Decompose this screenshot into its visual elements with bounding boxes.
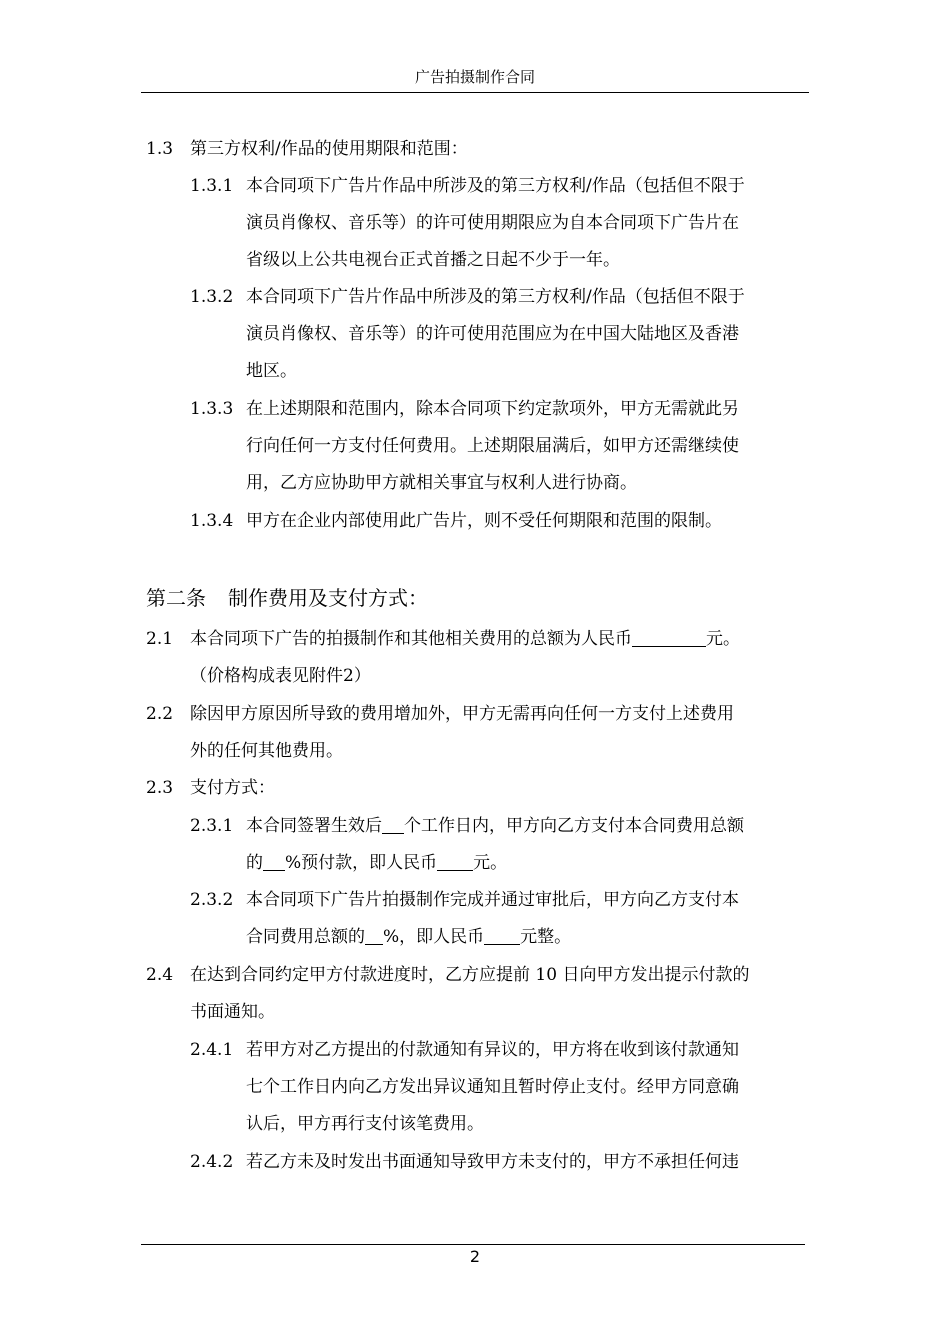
percent-blank — [365, 924, 383, 945]
clause-number: 1.3.4 — [190, 511, 234, 531]
clause-text: 本合同项下广告的拍摄制作和其他相关费用的总额为人民币 — [190, 629, 632, 649]
article-title: 制作费用及支付方式： — [228, 586, 428, 610]
clause-text-line: 七个工作日内向乙方发出异议通知且暂时停止支付。经甲方同意确 — [246, 1077, 739, 1097]
clause-number: 1.3.2 — [190, 287, 234, 307]
document-header-title: 广告拍摄制作合同 — [414, 68, 535, 86]
clause-text: 个工作日内，甲方向乙方支付本合同费用总额 — [404, 816, 744, 836]
amount-blank — [484, 924, 520, 945]
clause-text: 第三方权利/作品的使用期限和范围： — [190, 139, 468, 159]
clause-text-line: （价格构成表见附件2） — [190, 666, 371, 686]
clause-text: %预付款，即人民币 — [285, 853, 438, 873]
footer-rule — [141, 1244, 805, 1245]
clause-1-3-2 — [190, 279, 745, 316]
clause-2-3-2 — [190, 882, 739, 919]
clause-text: %，即人民币 — [383, 927, 485, 947]
clause-text-line — [246, 845, 507, 882]
percent-blank — [263, 850, 285, 871]
clause-text-line: 外的任何其他费用。 — [190, 741, 343, 761]
clause-number: 1.3.3 — [190, 399, 234, 419]
clause-text-line: 演员肖像权、音乐等）的许可使用期限应为自本合同项下广告片在 — [246, 213, 739, 233]
clause-text: 在达到合同约定甲方付款进度时，乙方应提前 10 日向甲方发出提示付款的 — [190, 965, 750, 985]
clause-text: 元。 — [473, 853, 508, 873]
clause-number: 2.4 — [146, 965, 174, 985]
clause-2-4-1 — [190, 1032, 739, 1069]
clause-2-3-1 — [190, 808, 744, 845]
clause-2-2 — [146, 696, 734, 733]
clause-number: 2.2 — [146, 704, 174, 724]
clause-text: 在上述期限和范围内，除本合同项下约定款项外，甲方无需就此另 — [246, 399, 739, 419]
clause-2-4 — [146, 957, 749, 994]
clause-text: 的 — [246, 853, 263, 873]
clause-text: 元。 — [706, 629, 740, 649]
article-label: 第二条 — [146, 586, 206, 610]
clause-number: 2.3.2 — [190, 890, 234, 910]
clause-1-3-1 — [190, 168, 745, 205]
article-2-heading — [146, 582, 428, 611]
clause-text-line: 行向任何一方支付任何费用。上述期限届满后，如甲方还需继续使 — [246, 436, 739, 456]
clause-text: 若乙方未及时发出书面通知导致甲方未支付的，甲方不承担任何违 — [246, 1152, 739, 1172]
clause-text: 本合同项下广告片拍摄制作完成并通过审批后，甲方向乙方支付本 — [246, 890, 739, 910]
clause-text: 合同费用总额的 — [246, 927, 365, 947]
clause-number: 1.3 — [146, 139, 174, 159]
clause-number: 2.3.1 — [190, 816, 234, 836]
clause-number: 2.1 — [146, 629, 174, 649]
clause-number: 1.3.1 — [190, 176, 234, 196]
clause-text-line: 书面通知。 — [190, 1002, 275, 1022]
amount-blank — [437, 850, 473, 871]
clause-2-1 — [146, 621, 740, 658]
clause-1-3-4 — [190, 503, 722, 540]
clause-1-3-3 — [190, 391, 739, 428]
clause-number: 2.4.2 — [190, 1152, 234, 1172]
clause-text: 元整。 — [520, 927, 572, 947]
clause-text: 若甲方对乙方提出的付款通知有异议的，甲方将在收到该付款通知 — [246, 1040, 739, 1060]
clause-1-3 — [146, 131, 468, 168]
days-blank — [382, 813, 404, 834]
header-rule — [141, 92, 809, 93]
clause-number: 2.3 — [146, 778, 174, 798]
clause-text: 本合同签署生效后 — [246, 816, 382, 836]
clause-text-line: 地区。 — [246, 361, 297, 381]
clause-text: 甲方在企业内部使用此广告片，则不受任何期限和范围的限制。 — [246, 511, 722, 531]
clause-text-line: 省级以上公共电视台正式首播之日起不少于一年。 — [246, 250, 620, 270]
clause-text: 除因甲方原因所导致的费用增加外，甲方无需再向任何一方支付上述费用 — [190, 704, 734, 724]
page-number: 2 — [469, 1247, 481, 1266]
clause-text-line — [246, 919, 571, 956]
clause-2-3 — [146, 770, 275, 807]
clause-text: 本合同项下广告片作品中所涉及的第三方权利/作品（包括但不限于 — [246, 287, 745, 307]
clause-2-4-2 — [190, 1144, 739, 1181]
clause-text-line: 认后，甲方再行支付该笔费用。 — [246, 1114, 484, 1134]
amount-blank — [632, 626, 706, 647]
clause-text-line: 用，乙方应协助甲方就相关事宜与权利人进行协商。 — [246, 473, 637, 493]
clause-text: 本合同项下广告片作品中所涉及的第三方权利/作品（包括但不限于 — [246, 176, 745, 196]
clause-text: 支付方式： — [190, 778, 275, 798]
clause-number: 2.4.1 — [190, 1040, 234, 1060]
clause-text-line: 演员肖像权、音乐等）的许可使用范围应为在中国大陆地区及香港 — [246, 324, 739, 344]
